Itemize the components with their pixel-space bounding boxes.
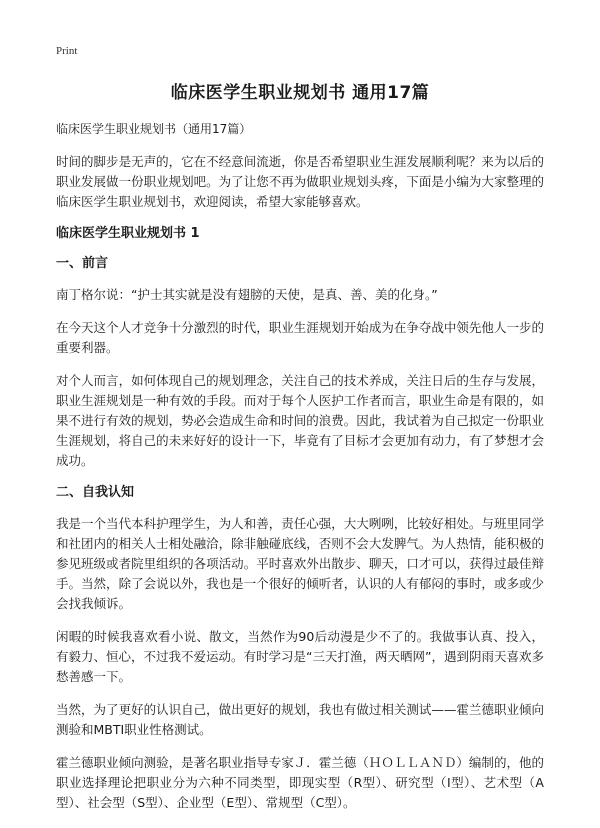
intro-paragraph: 时间的脚步是无声的，它在不经意间流逝，你是否希望职业生涯发展顺利呢？来为以后的职业发展做一份职业规划吧。为了让您不再为做职业规划头疼，下面是小编为大家整理的临床医学生职业规划书，欢迎阅读，希望大家能够喜欢。 (56, 154, 544, 209)
paragraph: 我是一个当代本科护理学生，为人和善，责任心强，大大咧咧，比较好相处。与班里同学和社团内的相关人士相处融洽，除非触碰底线，否则不会大发脾气。为人热情，能积极的参见班级或者院里组织的各项活动。平时喜欢外出散步、聊天，口才可以，获得过最佳辩手。当然，除了会说以外，我也是一个很好的倾听者，认识的人有郁闷的事时，或多或少会找我倾诉。 (56, 516, 544, 611)
paragraph: 闲暇的时候我喜欢看小说、散文，当然作为90后动漫是少不了的。我做事认真、投入，有毅力、恒心，不过我不爱运动。有时学习是“三天打渔，两天晒网”，遇到阴雨天喜欢多愁善感一下。 (56, 629, 544, 684)
paragraph: 霍兰德职业倾向测验，是著名职业指导专家Ｊ．霍兰德（ＨＯＬＬＡＮＤ）编制的，他的职业选择理论把职业分为六种不同类型，即现实型（R型）、研究型（I型）、艺术型（A型）、社会型（S型）、企业型（E型）、常规型（C型）。 (56, 755, 544, 810)
paragraph: 南丁格尔说：“护士其实就是没有翅膀的天使，是真、善、美的化身。” (56, 287, 438, 302)
paragraph: 对个人而言，如何体现自己的规划理念，关注自己的技术养成，关注日后的生存与发展，职业生涯规划是一种有效的手段。而对于每个人医护工作者而言，职业生命是有限的，如果不进行有效的规划，势必会造成生命和时间的浪费。因此，我试着为自己拟定一份职业生涯规划，将自己的未来好好的设计一下，毕竟有了目标才会更加有动力，有了梦想才会成功。 (56, 373, 544, 468)
section-heading-preface: 一、前言 (56, 256, 109, 271)
paragraph: 在今天这个人才竞争十分激烈的时代，职业生涯规划开始成为在争夺战中领先他人一步的重要利器。 (56, 320, 544, 355)
section-heading-self-awareness: 二、自我认知 (56, 485, 135, 500)
document-subtitle: 临床医学生职业规划书（通用17篇） (56, 122, 252, 136)
article-heading: 临床医学生职业规划书 1 (56, 226, 200, 241)
print-label: Print (56, 45, 78, 57)
paragraph: 当然，为了更好的认识自己，做出更好的规划，我也有做过相关测试——霍兰德职业倾向测验和MBTI职业性格测试。 (56, 702, 544, 737)
page-title: 临床医学生职业规划书 通用17篇 (170, 83, 430, 103)
